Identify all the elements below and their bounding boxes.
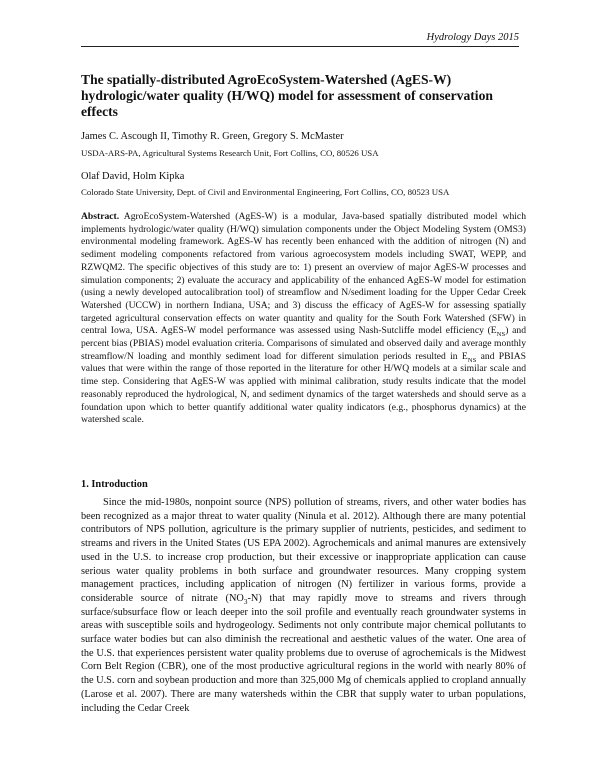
affiliation-primary: USDA-ARS-PA, Agricultural Systems Research Unit, Fort Collins, CO, 80526 USA [81, 148, 379, 158]
paper-title: The spatially-distributed AgroEcoSystem-Watershed (AgES-W) hydrologic/water quality (H/WQ) model for assessment of conservation effects [81, 72, 493, 119]
intro-text-2: -N) that may rapidly move to streams and rivers through surface/subsurface flow or leach deeper into the soil profile and eventually reach groundwater systems in areas with susceptible soils and hydrogeology. Sediments not only contribute major chemical pollutants to surface water bodies but can also diminish the recreational and aesthetic values of the water. One area of the U.S. that experiences persistent water quality problems due to overuse of agrochemicals is the Midwest Corn Belt Region (CBR), one of the most productive agricultural regions in the world with nearly 80% of the U.S. corn and soybean production and more than 325,000 Mg of chemicals applied to cropland annually (Larose et al. 2007). There are many watersheds within the CBR that supply water to urban populations, including the Cedar Creek [81, 592, 526, 714]
abstract-text-3: and PBIAS values that were within the range of those reported in the literature for other H/WQ models at a similar scale and time step. Considering that AgES-W was applied with minimal calibration, study results indicate that the model reasonably reproduced the hydrological, N, and sediment dynamics of the target watersheds and should serve as a foundation upon which to better quantify additional water quality indicators (e.g., phosphorus dynamics) at the watershed scale. [81, 350, 526, 426]
abstract-subscript-2: NS [467, 356, 477, 364]
running-header: Hydrology Days 2015 [81, 32, 519, 47]
section-heading-introduction: 1. Introduction [81, 479, 148, 490]
abstract-label: Abstract. [81, 211, 120, 222]
abstract-text-1: AgroEcoSystem-Watershed (AgES-W) is a modular, Java-based spatially distributed model which implements hydrologic/water quality (H/WQ) simulation components under the Object Modeling System (OMS3) environmental modeling framework. AgES-W has recently been enhanced with the addition of nitrogen (N) and sediment modeling components refactored from various agroecosystem models including SWAT, WEPP, and RZWQM2. The specific objectives of this study are to: 1) present an overview of major AgES-W processes and simulation components; 2) evaluate the accuracy and applicability of the enhanced AgES-W model for estimation (using a newly developed autocalibration tool) of streamflow and N/sediment loading for the Upper Cedar Creek Watershed (UCCW) in northern Indiana, USA; and 3) discuss the efficacy of AgES-W for assessing spatially targeted agricultural conservation effects on water quantity and quality for the South Fork Watershed (SFW) in central Iowa, USA. AgES-W model performance was assessed using Nash-Sutcliffe model efficiency (E [81, 211, 526, 337]
introduction-paragraph [81, 496, 526, 715]
author-list-primary: James C. Ascough II, Timothy R. Green, Gregory S. McMaster [81, 131, 344, 142]
affiliation-secondary: Colorado State University, Dept. of Civil and Environmental Engineering, Fort Collins, CO, 80523 USA [81, 187, 450, 197]
abstract-text-2: ) and percent bias (PBIAS) model evaluation criteria. Comparisons of simulated and observed daily and average monthly streamflow/N loading and monthly sediment load for different simulation periods resulted in E [81, 325, 526, 362]
intro-subscript: 3 [243, 597, 248, 606]
abstract-subscript-1: NS [496, 331, 506, 339]
intro-text-1: Since the mid-1980s, nonpoint source (NPS) pollution of streams, rivers, and other water bodies has been recognized as a major threat to water quality (Ninula et al. 2012). Although there are many potential contributors of NPS pollution, agriculture is the primary supplier of nutrients, pesticides, and sediment to streams and rivers in the United States (US EPA 2002). Agrochemicals and animal manures are extensively used in the U.S. to increase crop production, but their excessive or inappropriate application can cause serious water quality problems in both surface and groundwater resources. Many cropping system management practices, including application of nitrogen (N) fertilizer in various forms, provide a considerable source of nitrate (NO [81, 497, 526, 604]
author-list-secondary: Olaf David, Holm Kipka [81, 171, 185, 182]
abstract [81, 211, 526, 427]
